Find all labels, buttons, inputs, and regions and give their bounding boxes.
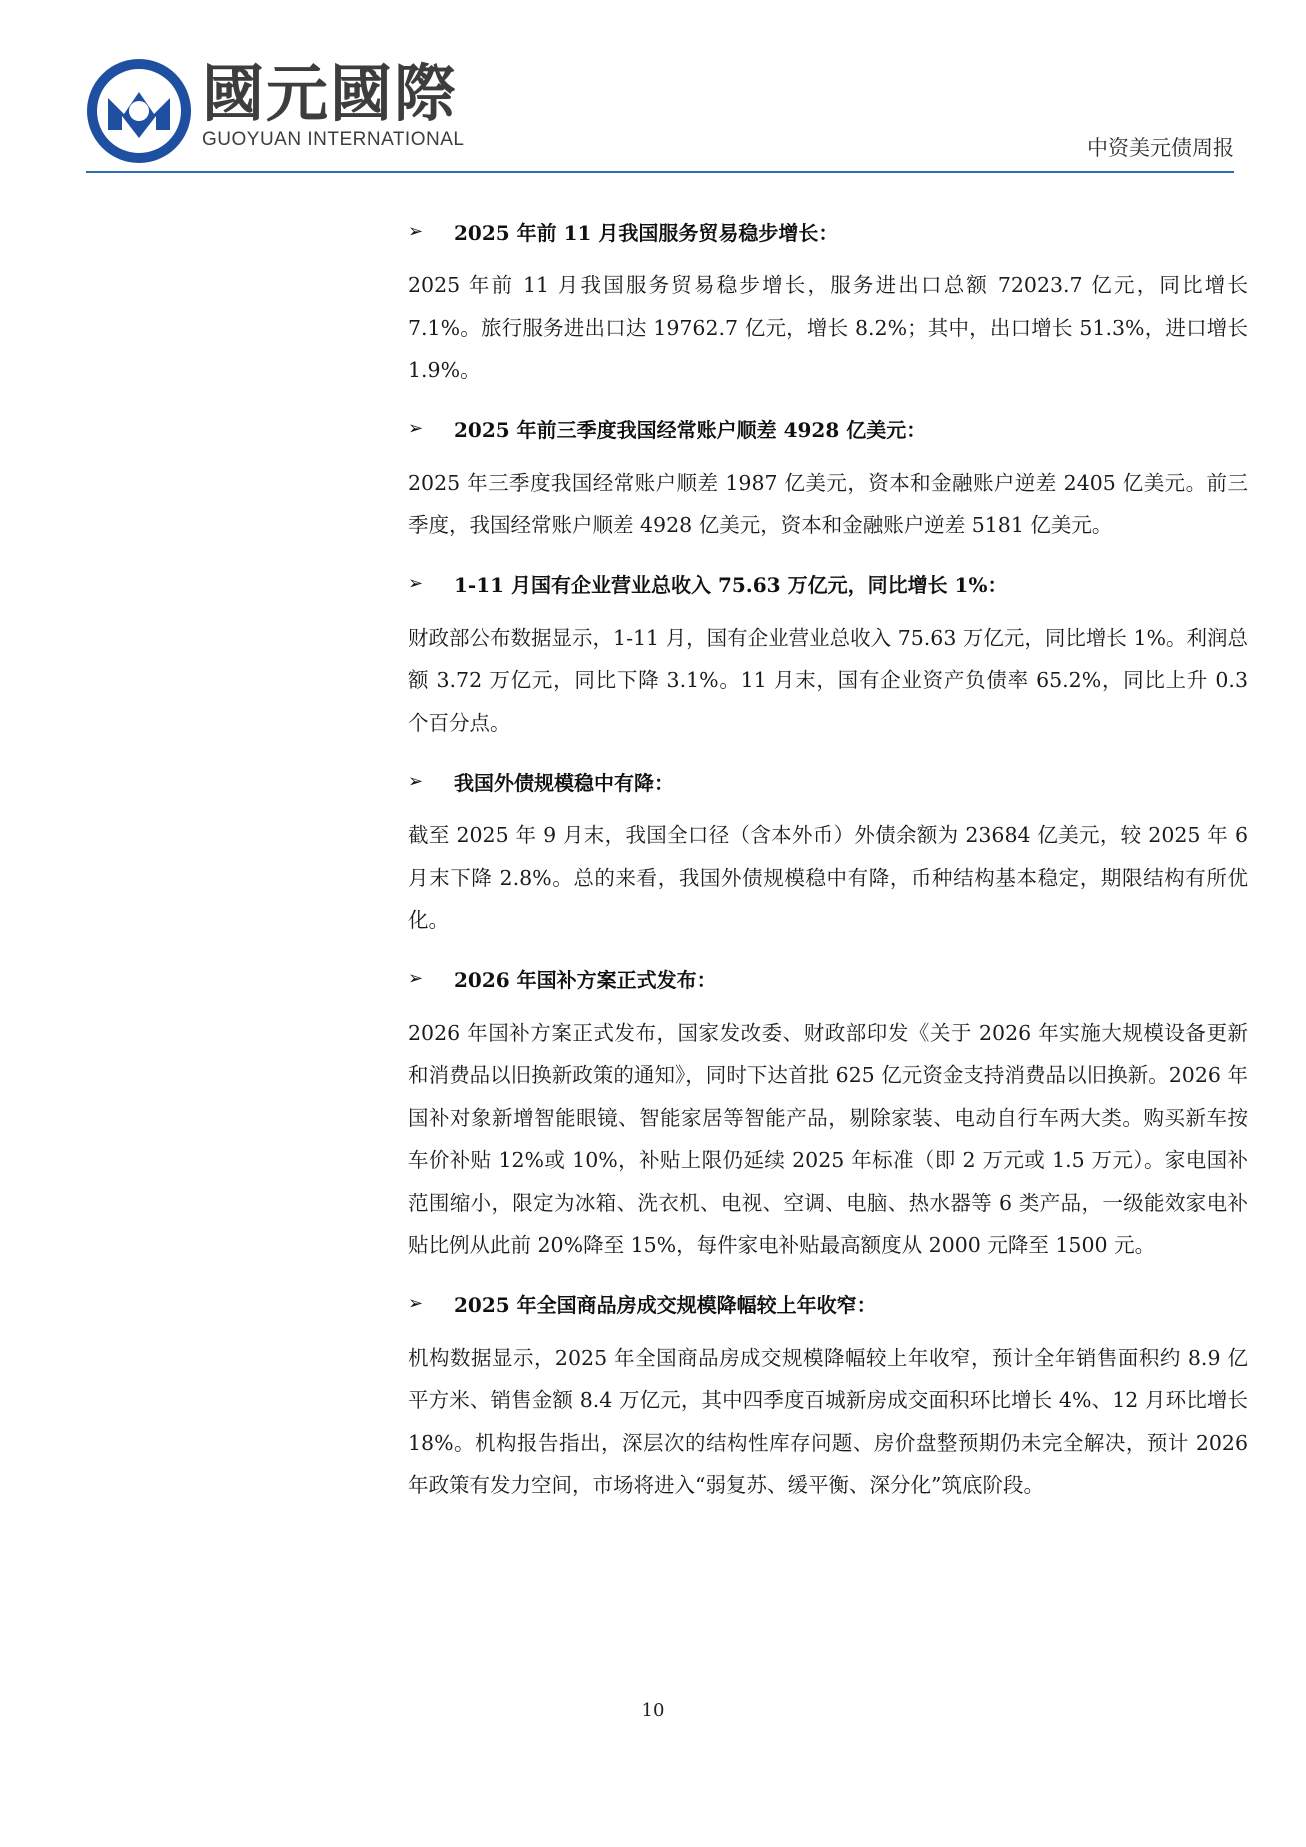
page-header xyxy=(0,0,1306,180)
logo-chinese-name: 國元國際 xyxy=(202,57,459,130)
section-service-trade xyxy=(408,208,1248,392)
section-paragraph: 财政部公布数据显示，1-11 月，国有企业营业总收入 75.63 万亿元，同比增长 1%。利润总额 3.72 万亿元，同比下降 3.1%。11 月末，国有企业资产负债率 65.2%，同比上升 0.3 个百分点。 xyxy=(408,625,1248,735)
section-paragraph: 2025 年前 11 月我国服务贸易稳步增长，服务进出口总额 72023.7 亿元，同比增长 7.1%。旅行服务进出口达 19762.7 亿元，增长 8.2%；其中，出口增长 51.3%，进口增长 1.9%。 xyxy=(408,273,1248,382)
section-heading xyxy=(408,758,1248,804)
section-soe-revenue xyxy=(408,561,1248,745)
bullet-arrow-icon: ➢ xyxy=(408,418,424,439)
section-external-debt xyxy=(408,758,1248,942)
section-subsidy-plan xyxy=(408,956,1248,1267)
section-paragraph: 2025 年三季度我国经常账户顺差 1987 亿美元，资本和金融账户逆差 2405 亿美元。前三季度，我国经常账户顺差 4928 亿美元，资本和金融账户逆差 5181 亿美元。 xyxy=(408,470,1248,537)
section-title: 2025 年前三季度我国经常账户顺差 4928 亿美元： xyxy=(454,418,927,442)
logo-english-name: GUOYUAN INTERNATIONAL xyxy=(202,129,465,150)
main-content xyxy=(408,200,1248,1521)
bullet-arrow-icon: ➢ xyxy=(408,1293,424,1314)
report-name: 中资美元债周报 xyxy=(1087,136,1234,160)
section-title: 2026 年国补方案正式发布： xyxy=(454,968,717,992)
section-heading xyxy=(408,208,1248,254)
section-paragraph: 2026 年国补方案正式发布，国家发改委、财政部印发《关于 2026 年实施大规模设备更新和消费品以旧换新政策的通知》，同时下达首批 625 亿元资金支持消费品以旧换新。2026 年国补对象新增智能眼镜、智能家居等智能产品，剔除家装、电动自行车两大类。购买新车按车价补贴 12%或 10%，补贴上限仍延续 2025 年标准（即 2 万元或 1.5 万元）。家电国补范围缩小，限定为冰箱、洗衣机、电视、空调、电脑、热水器等 6 类产品，一级能效家电补贴比例从此前 20%降至 15%，每件家电补贴最高额度从 2000 元降至 1500 元。 xyxy=(408,1020,1248,1257)
section-title: 我国外债规模稳中有降： xyxy=(454,770,674,795)
bullet-arrow-icon: ➢ xyxy=(408,968,424,989)
section-paragraph: 机构数据显示，2025 年全国商品房成交规模降幅较上年收窄，预计全年销售面积约 8.9 亿平方米、销售金额 8.4 万亿元，其中四季度百城新房成交面积环比增长 4%、12 月环比增长 18%。机构报告指出，深层次的结构性库存问题、房价盘整预期仍未完全解决，预计 2026 年政策有发力空间，市场将进入“弱复苏、缓平衡、深分化”筑底阶段。 xyxy=(408,1345,1248,1497)
section-title: 2025 年全国商品房成交规模降幅较上年收窄： xyxy=(454,1293,877,1317)
section-heading xyxy=(408,1281,1248,1327)
page-number: 10 xyxy=(641,1700,665,1721)
section-heading xyxy=(408,561,1248,607)
section-paragraph: 截至 2025 年 9 月末，我国全口径（含本外币）外债余额为 23684 亿美元，较 2025 年 6 月末下降 2.8%。总的来看，我国外债规模稳中有降，币种结构基本稳定，期限结构有所优化。 xyxy=(408,823,1248,932)
section-current-account xyxy=(408,406,1248,547)
section-heading xyxy=(408,406,1248,452)
section-heading xyxy=(408,956,1248,1002)
bullet-arrow-icon: ➢ xyxy=(408,770,424,792)
bullet-arrow-icon: ➢ xyxy=(408,220,424,242)
bullet-arrow-icon: ➢ xyxy=(408,573,424,594)
section-title: 2025 年前 11 月我国服务贸易稳步增长： xyxy=(454,220,839,245)
guoyuan-logo-icon xyxy=(86,58,192,164)
section-title: 1-11 月国有企业营业总收入 75.63 万亿元，同比增长 1%： xyxy=(454,573,1008,597)
header-divider xyxy=(86,171,1234,173)
section-housing-sales xyxy=(408,1281,1248,1507)
